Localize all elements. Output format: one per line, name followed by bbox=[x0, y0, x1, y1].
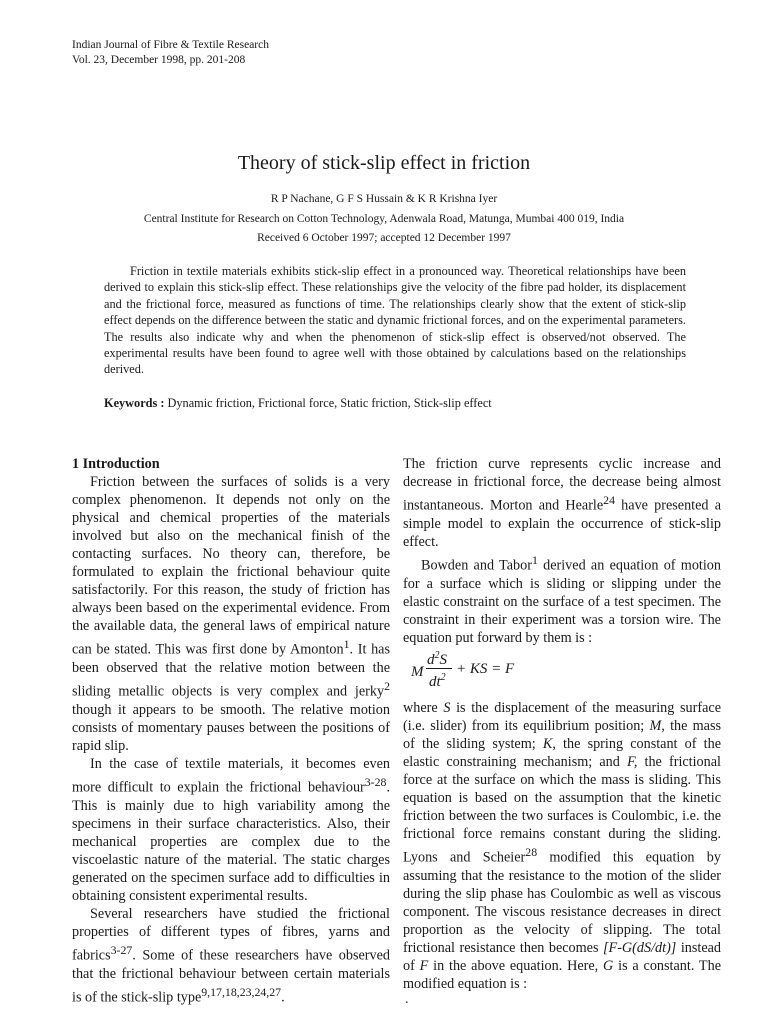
intro-paragraph-6: where S is the displacement of the measuring surface (i.e. slider) from its equilibrium position; M, the mass of the sliding system; K, the spring constant of the elastic constraining mechanism; and F, the frictional force at the surface on which the mass is sliding. This equation is based on the assumption that the kinetic friction between the two surfaces is Coulombic, i.e. the frictional force remains constant during the sliding. Lyons and Scheier$^{28}$ modified this equation by assuming that the resistance to the motion of the slider during the slip phase has Coulombic as well as viscous component. The viscous resistance decreases in direct proportion as the velocity of slipping. The total frictional resistance then becomes [F-G(dS/dt)] instead of F in the above equation. Here, G is a constant. The modified equation is : bbox=[403, 699, 722, 993]
citation: 24 bbox=[603, 493, 615, 508]
paper-title: Theory of stick-slip effect in friction bbox=[237, 152, 531, 174]
eq-mass: M bbox=[411, 663, 424, 680]
eq-rest: + KS = F bbox=[456, 660, 515, 677]
affiliation: Central Institute for Research on Cotton Technology, Adenwala Road, Matunga, Mumbai 400 019, India bbox=[143, 213, 625, 225]
journal-header bbox=[72, 38, 269, 68]
eq-numerator: $d^2S$ bbox=[427, 649, 447, 668]
section-heading: 1 Introduction bbox=[72, 456, 160, 472]
keywords bbox=[104, 396, 492, 411]
citation: 2 bbox=[384, 679, 390, 694]
authors: R P Nachane, G F S Hussain & K R Krishna Iyer bbox=[270, 193, 498, 205]
citation: 3-28 bbox=[364, 775, 387, 790]
keywords-text: Dynamic friction, Frictional force, Static friction, Stick-slip effect bbox=[167, 396, 492, 410]
intro-paragraph-5: Bowden and Tabor$^1$ derived an equation of motion for a surface which is sliding or slipping under the elastic constraint on the surface of a test specimen. The constraint in their experiment was a torsion wire. The equation put forward by them is : bbox=[403, 552, 721, 646]
keywords-label: Keywords : bbox=[104, 396, 165, 410]
citation: 3-27 bbox=[110, 943, 133, 958]
eq-denominator: $dt^2$ bbox=[429, 671, 446, 690]
intro-paragraph-4: The friction curve represents cyclic increase and decrease in frictional force, the decrease being almost instantaneous. Morton and Hearle$^{24}$ have presented a simple model to explain the occurrence of stick-slip effect. bbox=[403, 456, 721, 550]
citation: 28 bbox=[525, 845, 538, 860]
intro-paragraph-3: Several researchers have studied the frictional properties of different types of fibres, yarns and fabrics$^{3-27}$. Some of these researchers have observed that the frictional behaviour between certain materials is of the stick-slip type$^{9,17,18,23,24,27}$. bbox=[72, 906, 390, 1006]
abstract: Friction in textile materials exhibits stick-slip effect in a pronounced way. Theoretical relationships have been derived to explain this stick-slip effect. These relationships give the velocity of the fibre pad holder, its displacement and the frictional force, measured as functions of time. The relationships clearly show that the extent of stick-slip effect depends on the difference between the static and dynamic frictional forces, and on the experimental parameters. The results also indicate why and when the phenomenon of stick-slip effect is observed/not observed. The experimental results have been found to agree well with those obtained by calculations based on the relationships derived. bbox=[104, 264, 686, 377]
citation: 1 bbox=[343, 637, 350, 652]
right-column bbox=[403, 455, 721, 993]
left-column bbox=[72, 455, 390, 1007]
citation: 9,17,18,23,24,27 bbox=[201, 985, 282, 1000]
intro-paragraph-2: In the case of textile materials, it becomes even more difficult to explain the frictional behaviour$^{3-28}$. This is mainly due to high variability among the specimens in their surface characteristics. Also, their mechanical properties are complex due to the viscoelastic nature of the material. The static charges generated on the specimen surface add to difficulties in obtaining consistent experimental results. bbox=[72, 756, 390, 905]
equation bbox=[403, 647, 721, 699]
journal-volume: Vol. 23, December 1998, pp. 201-208 bbox=[72, 54, 246, 66]
intro-paragraph-1: Friction between the surfaces of solids is a very complex phenomenon. It depends not only on the physical and chemical properties of the materials involved but also on the mechanical finish of the contacting surfaces. No theory can, therefore, be formulated to explain the frictional behaviour quite satisfactorily. For this reason, the study of friction has always been based on the experimental evidence. From the available data, the general laws of empirical nature can be stated. This was first done by Amonton$^1$. It has been observed that the relative motion between the sliding metallic objects is very complex and jerky$^2$ though it appears to be smooth. The relative motion consists of momentary pauses between the positions of rapid slip. bbox=[72, 474, 390, 755]
journal-name: Indian Journal of Fibre & Textile Research bbox=[72, 39, 269, 51]
citation: 1 bbox=[531, 552, 538, 567]
stray-mark: . bbox=[405, 992, 409, 1007]
received-dates: Received 6 October 1997; accepted 12 December 1997 bbox=[257, 232, 511, 244]
